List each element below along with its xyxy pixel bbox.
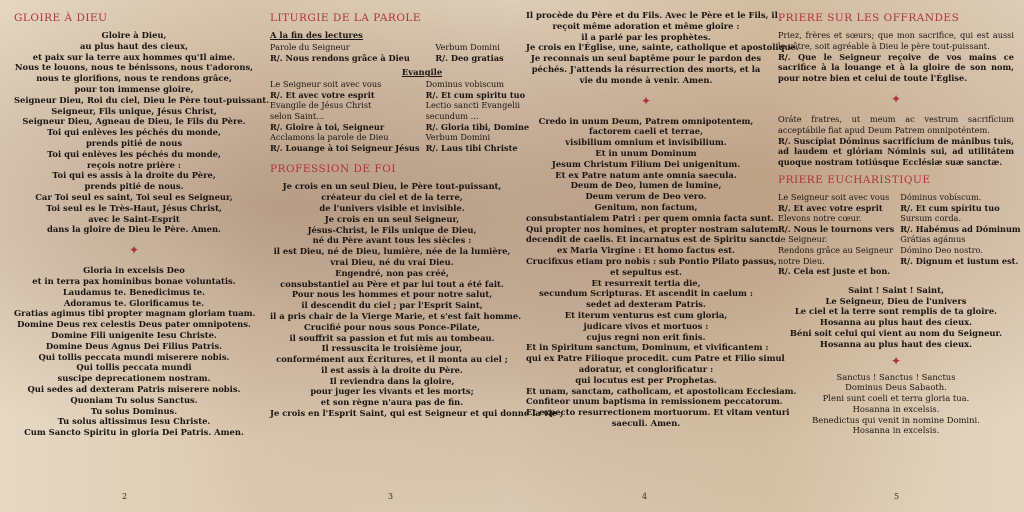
response-row [778, 213, 1021, 224]
response-row [270, 90, 529, 101]
creed-line: de l'univers visible et invisible. [319, 202, 465, 213]
credo-latin-line: sedet ad dexteram Patris. [586, 299, 706, 310]
credo-latin-line: Et in Spiritum sanctum, Dominum, et vivificantem : [526, 342, 769, 353]
response-row [270, 100, 529, 111]
gloria-line: Gloire à Dieu, [101, 30, 167, 40]
creed-line: Je crois en un seul Seigneur, [324, 213, 460, 224]
gloria-latin-line: et in terra pax hominibus bonae voluntatis. [32, 275, 236, 286]
gloria-line: Seigneur, Fils unique, Jésus Christ, [51, 105, 217, 116]
sanctus-latin-line: Sanctus ! Sanctus ! Sanctus [836, 371, 956, 382]
credo-latin-line: saeculi. Amen. [611, 417, 681, 428]
response-row [270, 53, 514, 64]
creed-line: Jésus-Christ, le Fils unique de Dieu, [307, 224, 477, 235]
sanctus-line: Béni soit celui qui vient au nom du Seigneur. [789, 327, 1003, 338]
offertory-french: Priez, frères et sœurs; que mon sacrifice, qui est aussi le vôtre, soit agréable à Dieu le père tout-puissant. [778, 30, 1014, 51]
latin-cell: Verbum Domini [425, 132, 491, 143]
page-4 [526, 8, 799, 504]
latin-cell: Dóminus vobíscum. [900, 191, 982, 202]
credo-latin-line: et sepultus est. [610, 266, 682, 277]
creed-line: Je reconnais un seul baptême pour le pardon des [530, 53, 762, 64]
gloria-line: dans la gloire de Dieu le Père. Amen. [47, 224, 221, 235]
page-2 [14, 8, 270, 504]
creed-line: Pour nous les hommes et pour notre salut, [291, 289, 493, 300]
creed-heading: PROFESSION DE FOI [270, 163, 396, 176]
gloria-line: Toi qui es assis à la droite du Père, [52, 170, 216, 181]
credo-latin-line: consubstantialem Patri : per quem omnia facta sunt. [526, 212, 774, 223]
gloria-latin-line: Gratias agimus tibi propter magnam gloriam tuam. [14, 308, 256, 319]
gloria-latin-line: Tu solus Dominus. [90, 405, 178, 416]
eucharistic-heading: PRIERE EUCHARISTIQUE [778, 173, 931, 186]
gloria-latin-line: Laudamus te. Benedicimus te. [62, 286, 206, 297]
gloria-line: prends pitié de nous. [84, 181, 184, 192]
latin-cell: Dómino Deo nostro. [900, 244, 983, 255]
sanctus-line: Le ciel et la terre sont remplis de ta gloire. [794, 306, 998, 317]
gloria-line: au plus haut des cieux, [80, 40, 188, 51]
french-cell: Le Seigneur soit avec vous [778, 191, 890, 202]
creed-line: il souffrit sa passion et fut mis au tombeau. [289, 332, 495, 343]
french-cell: Elevons notre cœur. [778, 213, 862, 224]
sanctus-french [778, 285, 1014, 350]
gloria-latin-line: Qui tollis peccata mundi miserere nobis. [38, 351, 230, 362]
gloria-line: Toi qui enlèves les péchés du monde, [47, 127, 221, 138]
gloria-line: et paix sur la terre aux hommes qu'Il aime. [32, 51, 236, 62]
gloria-latin-line: Domine Deus rex celestis Deus pater omnipotens. [17, 319, 251, 330]
french-cell: le Seigneur. [778, 234, 828, 245]
creed-line: Je crois en un seul Dieu, le Père tout-puissant, [282, 181, 502, 192]
gloria-latin-line: Qui sedes ad dexteram Patris miserere nobis. [27, 383, 241, 394]
credo-latin-line: Genitum, non factum, [594, 201, 698, 212]
gloria-heading: GLOIRE À DIEU [14, 12, 108, 24]
creed-line: Engendré, non pas créé, [335, 267, 449, 278]
offertory-french-response: R/. Que le Seigneur reçoive de vos mains ce sacrifice à la louange et à la gloire de son nom, pour notre bien et celui de toute l'Église. [778, 51, 1014, 84]
gloria-latin [14, 265, 254, 438]
response-row [778, 234, 1021, 245]
credo-latin-line: visibilium omnium et invisibilium. [565, 137, 727, 148]
gloria-line: prends pitié de nous [85, 137, 183, 148]
gloria-line: Seigneur Dieu, Roi du ciel, Dieu le Père tout-puissant. [14, 94, 270, 105]
creed-line: consubstantiel au Père et par lui tout a été fait. [280, 278, 504, 289]
credo-latin-line: Deum de Deo, lumen de lumine, [570, 180, 722, 191]
creed-line: Je crois en l'Esprit Saint, qui est Seigneur et qui donne la vie ; [270, 408, 564, 419]
sanctus-latin-line: Pleni sunt coeli et terra gloria tua. [822, 393, 970, 404]
gloria-latin-line: Domine Fili unigenite Iesu Christe. [51, 329, 217, 340]
response-row [270, 143, 529, 154]
latin-cell: R/. Dignum et iustum est. [900, 255, 1019, 266]
latin-cell: R/. Gloria tibi, Domine [425, 121, 530, 132]
french-cell: R/. Louange à toi Seigneur Jésus [270, 142, 420, 153]
latin-cell: Sursum corda. [900, 213, 962, 224]
readings-responses [270, 42, 514, 63]
gloria-latin-line: Cum Sancto Spiritu in gloria Dei Patris. Amen. [24, 427, 244, 438]
creed-line: Il reviendra dans la gloire, [329, 375, 455, 386]
creed-line: pour juger les vivants et les morts; [310, 386, 474, 397]
creed-line: il a pris chair de la Vierge Marie, et s'est fait homme. [270, 310, 522, 321]
page-number: 3 [388, 492, 394, 501]
gloria-latin-line: Adoramus te. Glorificamus te. [63, 297, 205, 308]
french-cell: Le Seigneur soit avec vous [270, 79, 382, 90]
latin-cell: R/. Deo gratias [435, 52, 504, 63]
latin-cell: Verbum Domini [435, 42, 500, 52]
gloria-latin-line: Gloria in excelsis Deo [83, 265, 185, 276]
gloria-line: reçois notre prière : [87, 159, 181, 170]
latin-cell: R/. Et cum spíritu tuo [900, 202, 1000, 213]
creed-line: il descendit du ciel ; par l'Esprit Saint, [301, 300, 483, 311]
gloria-line: nous te glorifions, nous te rendons grâce, [36, 73, 232, 84]
creed-line: Je crois en l'Église, une, sainte, catholique et apostolique. [526, 42, 799, 53]
credo-latin-line: factorem caeli et terrae, [588, 126, 704, 137]
gloria-line: Car Toi seul es saint, Toi seul es Seigneur, [35, 191, 233, 202]
page-number: 5 [894, 492, 900, 501]
latin-cell: R/. Habémus ad Dóminum [900, 223, 1021, 234]
gloria-latin-line: Qui tollis peccata mundi [76, 362, 192, 373]
response-row [270, 79, 529, 90]
sanctus-latin-line: Benedictus qui venit in nomine Domini. [812, 414, 980, 425]
latin-cell: Grátias agámus [900, 234, 966, 245]
french-cell: Acclamons la parole de Dieu [270, 132, 389, 143]
gloria-latin-line: suscipe deprecationem nostram. [57, 373, 211, 384]
credo-latin-line: Jesum Christum Filium Dei unigenitum. [551, 158, 741, 169]
latin-cell: Lectio sancti Evangelii [425, 100, 521, 111]
credo-latin-line: decendit de caelis. Et incarnatus est de Spiritu sancto [526, 234, 781, 245]
liturgy-heading: LITURGIE DE LA PAROLE [270, 12, 422, 24]
sanctus-latin [778, 372, 1014, 437]
credo-latin-line: Et resurrexit tertia die, [591, 277, 701, 288]
gloria-line: Nous te louons, nous te bénissons, nous t'adorons, [14, 62, 254, 73]
creed-line: né du Père avant tous les siècles : [312, 235, 472, 246]
sanctus-latin-line: Hosanna in excelsis. [852, 403, 940, 414]
credo-latin-line: Credo in unum Deum, Patrem omnipotentem, [538, 115, 754, 126]
gloria-line: Seigneur Dieu, Agneau de Dieu, le Fils du Père. [22, 116, 246, 127]
offertory-latin-response: R/. Suscípiat Dóminus sacrifícium de mánibus tuis, ad laudem et glóriam Nóminis sui, ad utilitátem quoque nostram totiúsque Ecclésiæ suæ sanctæ. [778, 135, 1014, 168]
gloria-french [14, 30, 270, 235]
gloria-line: pour ton immense gloire, [74, 83, 194, 94]
latin-cell: secundum ... [425, 110, 479, 121]
response-row [270, 111, 529, 122]
creed-line: vie du monde à venir. Amen. [579, 74, 713, 85]
sanctus-line: Hosanna au plus haut des cieux. [819, 338, 973, 349]
sanctus-latin-line: Dominus Deus Sabaoth. [845, 382, 947, 393]
latin-cell: R/. Laus tibi Christe [425, 142, 518, 153]
gloria-line: Toi seul es le Très-Haut, Jésus Christ, [46, 202, 222, 213]
french-cell: R/. Et avec votre esprit [778, 202, 883, 213]
creed-line: Il procède du Père et du Fils. Avec le Père et le Fils, il [526, 10, 778, 20]
credo-latin-line: secundum Scripturas. Et ascendit in caelum : [539, 288, 753, 299]
french-cell: Rendons grâce au Seigneur [778, 244, 893, 255]
gloria-latin-line: Domine Deus Agnus Dei Filius Patris. [45, 340, 223, 351]
french-cell: R/. Gloire à toi, Seigneur [270, 121, 385, 132]
creed-french [270, 181, 564, 419]
creed-line: il a parlé par les prophètes. [581, 31, 711, 42]
latin-cell [894, 266, 1020, 277]
response-row [270, 132, 529, 143]
gloria-line: Toi qui enlèves les péchés du monde, [47, 148, 221, 159]
page-5 [778, 8, 1021, 504]
sanctus-line: Saint ! Saint ! Saint, [848, 284, 944, 295]
creed-line: il est assis à la droite du Père. [321, 364, 463, 375]
credo-latin-line: Et in unum Dominum [595, 147, 697, 158]
creed-line: reçoit même adoration et même gloire : [552, 20, 740, 31]
creed-latin [526, 115, 797, 429]
credo-latin-line: Crucifixus etiam pro nobis : sub Pontio Pilato passus, [526, 255, 777, 266]
creed-line: Crucifié pour nous sous Ponce-Pilate, [304, 321, 480, 332]
credo-latin-line: qui locutus est per Prophetas. [575, 374, 717, 385]
creed-line: créateur du ciel et de la terre, [321, 192, 463, 203]
credo-latin-line: judicare vivos et mortuos : [583, 320, 709, 331]
response-row [270, 122, 529, 133]
gospel-subheading: Evangile [401, 67, 443, 78]
response-row [778, 266, 1021, 277]
credo-latin-line: Et unam, sanctam, catholicam, et apostolicam Ecclesiam. [526, 385, 797, 396]
ornament-icon: ✦ [128, 243, 140, 258]
page-3 [270, 8, 564, 504]
french-cell: R/. Nous rendons grâce à Dieu [270, 52, 410, 63]
response-row [778, 224, 1021, 235]
credo-latin-line: cujus regni non erit finis. [586, 331, 706, 342]
credo-latin-line: Qui propter nos homines, et propter nostram salutem [526, 223, 779, 234]
creed-line: et son règne n'aura pas de fin. [320, 397, 464, 408]
credo-latin-line: Et expecto resurrectionem mortuorum. Et vitam venturi [526, 407, 790, 418]
creed-french-end [526, 10, 799, 86]
latin-cell: R/. Et cum spiritu tuo [425, 89, 526, 100]
response-row [778, 203, 1021, 214]
response-row [778, 245, 1021, 256]
response-row [778, 256, 1021, 267]
credo-latin-line: adoratur, et conglorificatur : [578, 363, 714, 374]
page-number: 2 [122, 492, 128, 501]
ornament-icon: ✦ [890, 91, 902, 106]
french-cell: Parole du Seigneur [270, 42, 350, 52]
eucharistic-responses [778, 192, 1021, 277]
sanctus-latin-line: Hosanna in excelsis. [852, 425, 940, 436]
response-row [270, 42, 514, 53]
creed-line: il est Dieu, né de Dieu, lumière, née de la lumière, [273, 246, 511, 257]
french-cell: R/. Nous le tournons vers [778, 223, 895, 234]
ornament-icon: ✦ [890, 353, 902, 368]
credo-latin-line: Et iterum venturus est cum gloria, [564, 309, 728, 320]
french-cell: R/. Cela est juste et bon. [778, 266, 891, 277]
creed-line: péchés. J'attends la résurrection des morts, et la [531, 63, 761, 74]
sanctus-line: Hosanna au plus haut des cieux. [819, 317, 973, 328]
creed-line: vrai Dieu, né du vrai Dieu. [330, 256, 454, 267]
gospel-responses [270, 79, 529, 153]
ornament-icon: ✦ [640, 93, 652, 108]
credo-latin-line: Et ex Patre natum ante omnia saecula. [555, 169, 737, 180]
credo-latin-line: Deum verum de Deo vero. [585, 191, 707, 202]
offertory-heading: PRIERE SUR LES OFFRANDES [778, 12, 960, 24]
credo-latin-line: Confiteor unum baptisma in remissionem peccatorum. [526, 396, 783, 407]
offertory-latin: Oráte fratres, ut meum ac vestrum sacrifícium acceptábile fiat apud Deum Patrem omnipoténtem. [778, 113, 1014, 135]
credo-latin-line: ex Maria Virgine : Et homo factus est. [557, 245, 735, 256]
gloria-latin-line: Tu solus altissimus Iesu Christe. [57, 416, 211, 427]
credo-latin-line: qui ex Patre Filioque procedit. cum Patre et Filio simul [526, 353, 785, 364]
french-cell: R/. Et avec votre esprit [270, 89, 375, 100]
page-number: 4 [642, 492, 648, 501]
response-row [778, 192, 1021, 203]
french-cell: selon Saint... [270, 110, 324, 121]
french-cell: notre Dieu. [778, 255, 825, 266]
french-cell: Evangile de Jésus Christ [270, 100, 372, 111]
sanctus-line: Le Seigneur, Dieu de l'univers [825, 295, 967, 306]
creed-line: conformément aux Écritures, et il monta au ciel ; [276, 354, 508, 365]
creed-line: Il ressuscita le troisième jour, [321, 343, 463, 354]
gloria-latin-line: Quoniam Tu solus Sanctus. [70, 394, 198, 405]
latin-cell: Dominus vobiscum [425, 79, 505, 90]
readings-subheading: A la fin des lectures [270, 30, 363, 40]
gloria-line: avec le Saint-Esprit [88, 213, 180, 224]
